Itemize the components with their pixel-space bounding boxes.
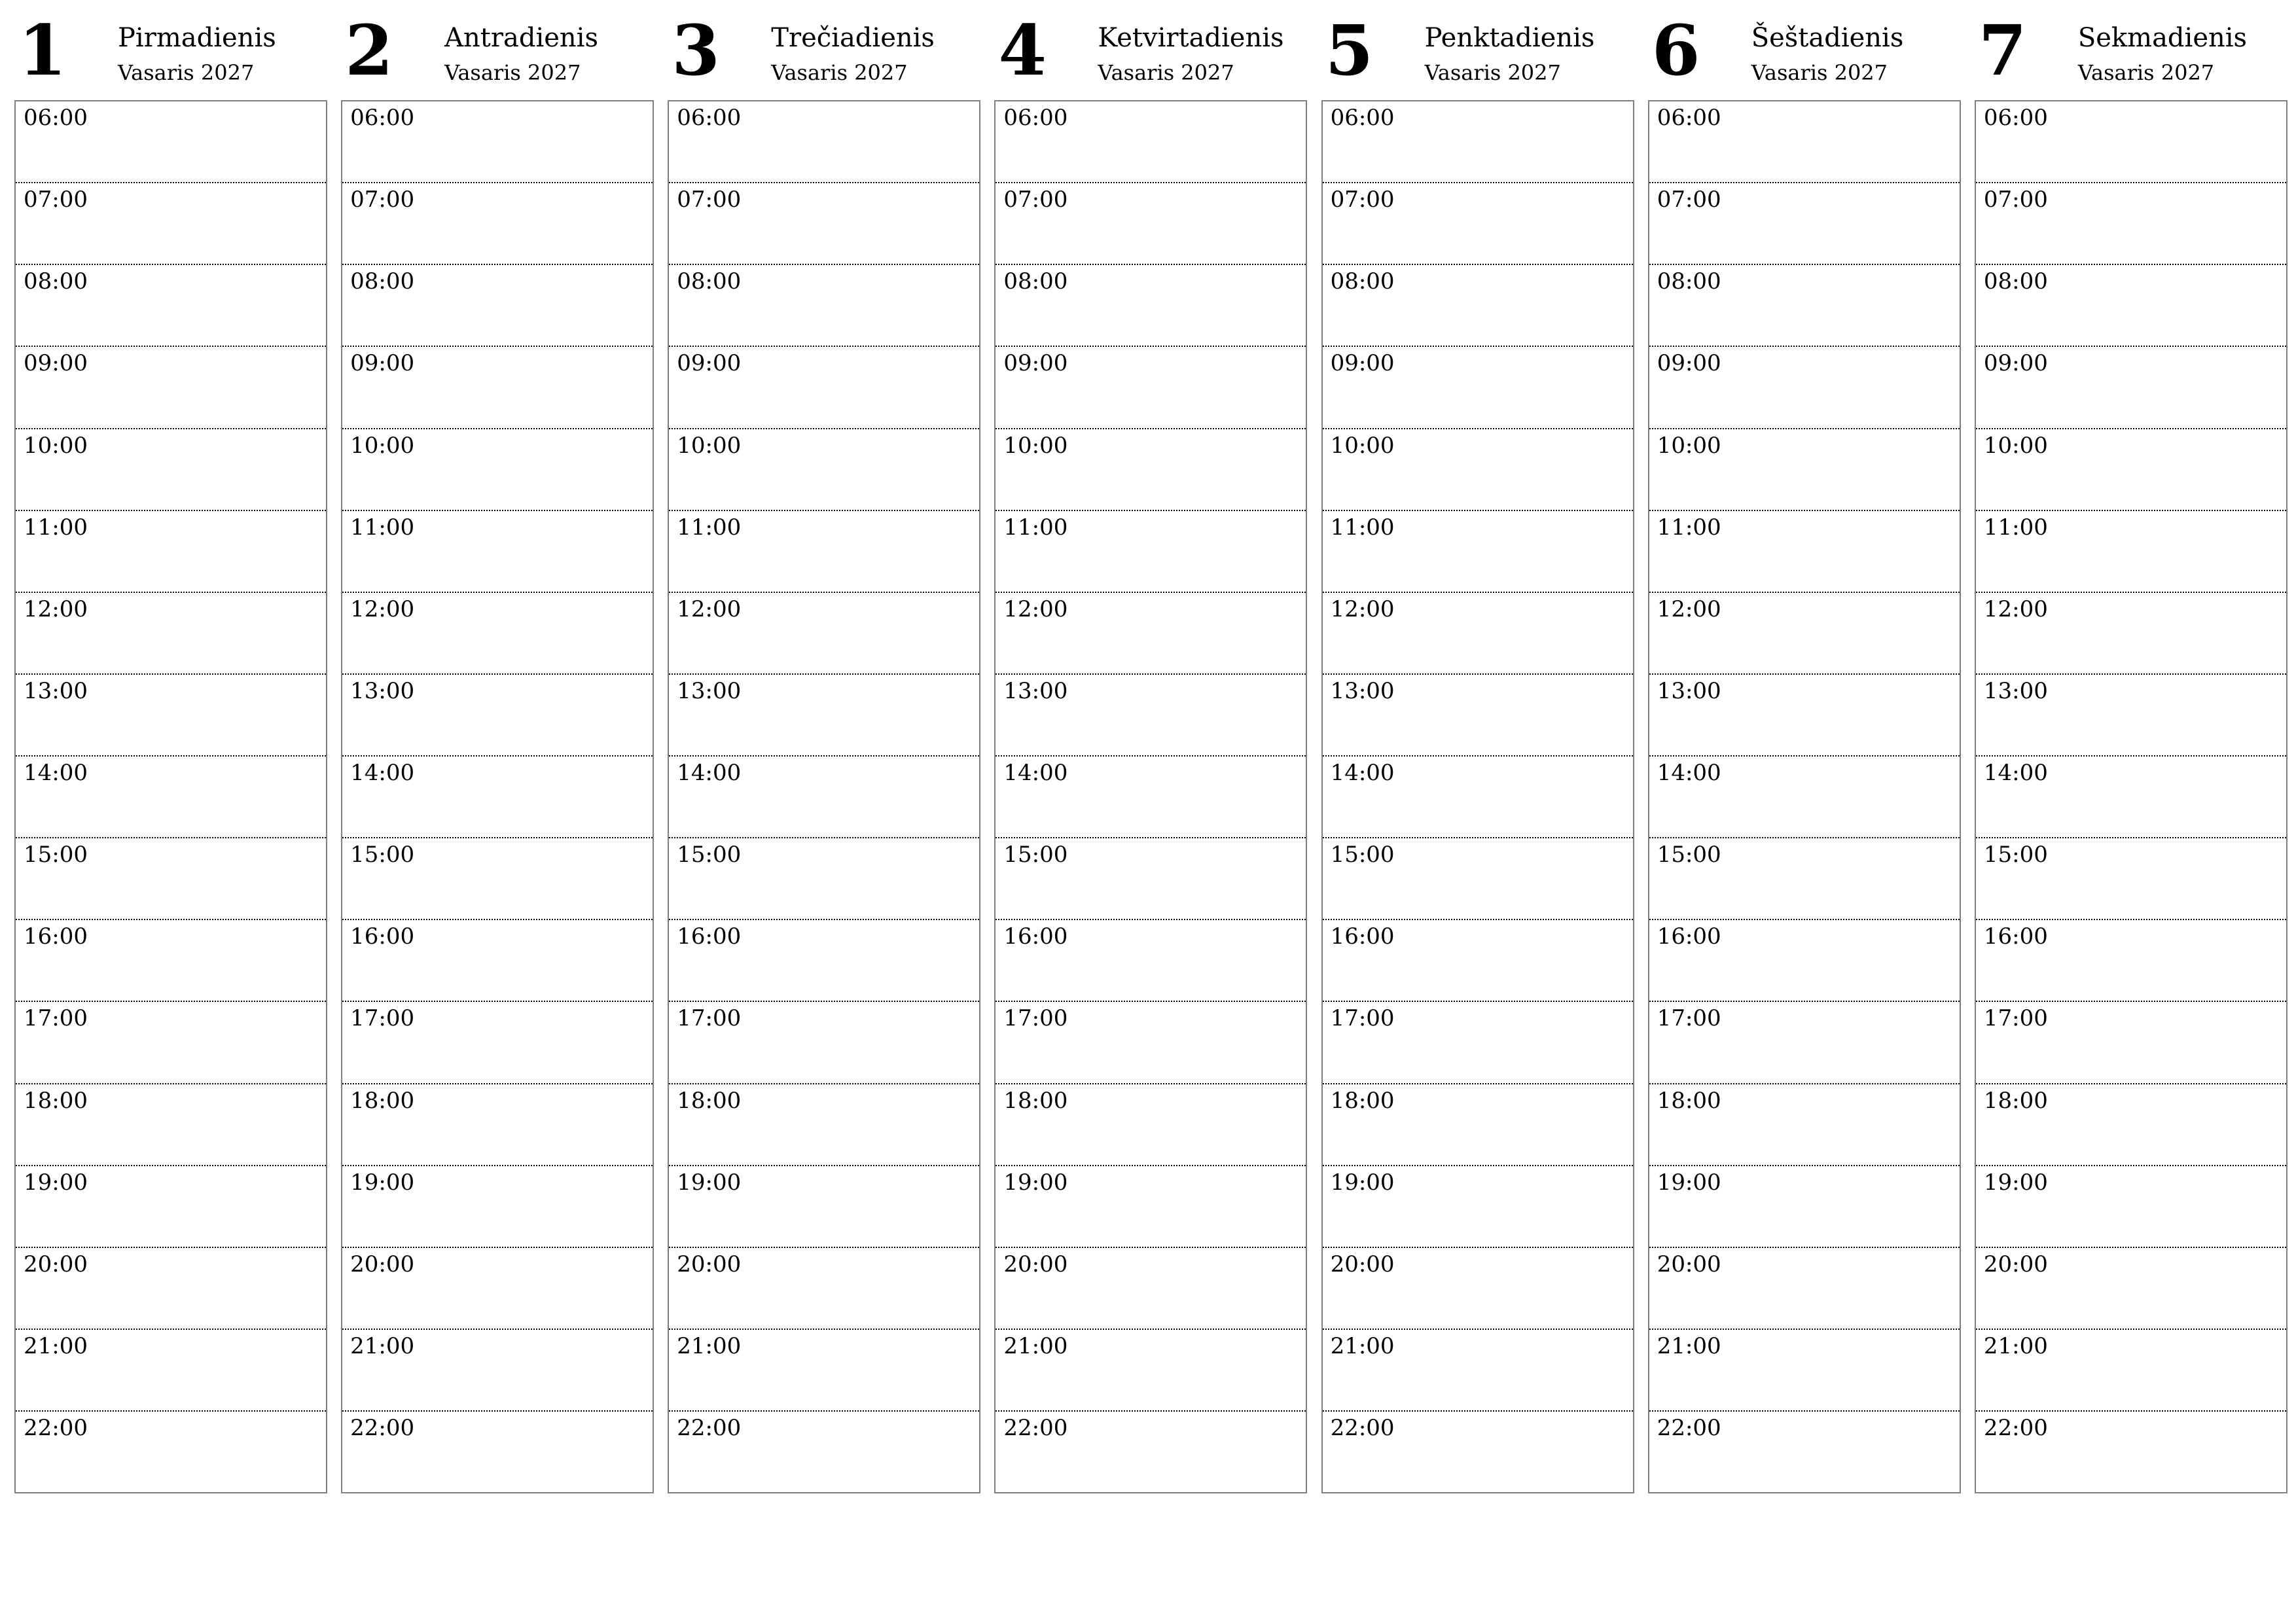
time-slot[interactable] <box>16 673 326 755</box>
time-label: 22:00 <box>1003 1415 1068 1441</box>
time-label: 13:00 <box>24 677 88 704</box>
time-label: 13:00 <box>1983 677 2048 704</box>
time-slot[interactable] <box>1649 1329 1960 1410</box>
time-label: 07:00 <box>1003 187 1068 213</box>
time-slot[interactable] <box>669 1083 979 1165</box>
time-label: 20:00 <box>1003 1251 1068 1277</box>
day-header <box>341 0 653 98</box>
time-label: 10:00 <box>24 432 88 459</box>
time-slot[interactable] <box>1976 510 2286 592</box>
time-slot[interactable] <box>16 1165 326 1247</box>
time-label: 06:00 <box>1330 105 1395 131</box>
time-label: 09:00 <box>350 350 415 377</box>
time-label: 09:00 <box>1003 350 1068 377</box>
time-slot[interactable] <box>1649 264 1960 346</box>
time-label: 16:00 <box>24 923 88 950</box>
time-slot[interactable] <box>16 182 326 264</box>
time-label: 14:00 <box>24 760 88 786</box>
time-slot[interactable] <box>16 755 326 837</box>
time-label: 10:00 <box>1330 432 1395 459</box>
time-label: 18:00 <box>677 1087 742 1114</box>
time-slot[interactable] <box>1323 1083 1633 1165</box>
time-label: 21:00 <box>1983 1332 2048 1359</box>
time-slot[interactable] <box>1323 755 1633 837</box>
time-label: 14:00 <box>677 760 742 786</box>
time-slot[interactable] <box>1649 755 1960 837</box>
time-label: 13:00 <box>350 677 415 704</box>
time-slot[interactable] <box>996 101 1306 182</box>
time-slot[interactable] <box>16 346 326 427</box>
time-label: 19:00 <box>350 1169 415 1196</box>
time-slot[interactable] <box>16 1329 326 1410</box>
time-label: 20:00 <box>1657 1251 1721 1277</box>
day-month: Vasaris 2027 <box>1098 60 1234 85</box>
time-slot[interactable] <box>996 592 1306 673</box>
time-slot[interactable] <box>996 1001 1306 1082</box>
time-slot[interactable] <box>669 510 979 592</box>
time-slot[interactable] <box>16 510 326 592</box>
time-slot[interactable] <box>1649 1083 1960 1165</box>
day-number: 6 <box>1651 9 1700 91</box>
time-label: 10:00 <box>1983 432 2048 459</box>
time-label: 07:00 <box>677 187 742 213</box>
time-label: 07:00 <box>1330 187 1395 213</box>
time-slot[interactable] <box>1323 264 1633 346</box>
time-label: 17:00 <box>677 1005 742 1032</box>
time-slot[interactable] <box>1323 1410 1633 1492</box>
time-slot[interactable] <box>996 510 1306 592</box>
time-slot[interactable] <box>669 346 979 427</box>
time-slot[interactable] <box>342 1329 653 1410</box>
time-label: 09:00 <box>24 350 88 377</box>
time-slot[interactable] <box>1976 264 2286 346</box>
time-slot[interactable] <box>996 264 1306 346</box>
time-label: 19:00 <box>24 1169 88 1196</box>
time-label: 22:00 <box>1983 1415 2048 1441</box>
time-slot[interactable] <box>996 182 1306 264</box>
day-month: Vasaris 2027 <box>2077 60 2215 85</box>
time-slot[interactable] <box>342 1001 653 1082</box>
day-name: Pirmadienis <box>118 23 276 53</box>
time-slot[interactable] <box>996 346 1306 427</box>
time-slot[interactable] <box>1976 346 2286 427</box>
time-label: 08:00 <box>1983 268 2048 295</box>
time-label: 09:00 <box>1983 350 2048 377</box>
time-label: 10:00 <box>677 432 742 459</box>
time-label: 06:00 <box>1657 105 1721 131</box>
day-name: Antradienis <box>444 23 598 53</box>
time-slot-grid <box>341 100 654 1493</box>
time-slot-grid <box>994 100 1307 1493</box>
time-label: 22:00 <box>24 1415 88 1441</box>
time-label: 09:00 <box>677 350 742 377</box>
time-label: 15:00 <box>1330 842 1395 868</box>
time-label: 07:00 <box>350 187 415 213</box>
time-label: 17:00 <box>24 1005 88 1032</box>
time-slot[interactable] <box>16 1247 326 1329</box>
time-label: 10:00 <box>1657 432 1721 459</box>
time-slot[interactable] <box>16 1083 326 1165</box>
day-header <box>994 0 1306 98</box>
time-slot[interactable] <box>1976 428 2286 510</box>
time-slot[interactable] <box>1649 1410 1960 1492</box>
time-slot[interactable] <box>1976 1083 2286 1165</box>
time-slot[interactable] <box>669 1001 979 1082</box>
time-label: 16:00 <box>677 923 742 950</box>
time-slot[interactable] <box>669 673 979 755</box>
time-slot-grid <box>1321 100 1634 1493</box>
day-name: Penktadienis <box>1424 23 1595 53</box>
time-label: 08:00 <box>1330 268 1395 295</box>
time-slot[interactable] <box>996 1410 1306 1492</box>
time-label: 08:00 <box>350 268 415 295</box>
time-slot[interactable] <box>669 1247 979 1329</box>
time-label: 11:00 <box>1330 514 1395 541</box>
time-label: 11:00 <box>1003 514 1068 541</box>
time-slot[interactable] <box>16 101 326 182</box>
time-label: 21:00 <box>24 1332 88 1359</box>
time-slot[interactable] <box>342 673 653 755</box>
time-label: 18:00 <box>24 1087 88 1114</box>
time-label: 19:00 <box>1657 1169 1721 1196</box>
time-label: 16:00 <box>1003 923 1068 950</box>
time-label: 11:00 <box>24 514 88 541</box>
weekly-planner <box>14 0 2287 1505</box>
time-slot[interactable] <box>669 1410 979 1492</box>
day-name: Ketvirtadienis <box>1098 23 1284 53</box>
time-slot[interactable] <box>342 837 653 919</box>
time-label: 06:00 <box>1983 105 2048 131</box>
time-label: 08:00 <box>1003 268 1068 295</box>
time-label: 22:00 <box>1330 1415 1395 1441</box>
time-slot[interactable] <box>16 592 326 673</box>
day-header <box>14 0 327 98</box>
day-month: Vasaris 2027 <box>444 60 581 85</box>
time-slot[interactable] <box>996 428 1306 510</box>
time-label: 14:00 <box>350 760 415 786</box>
time-slot[interactable] <box>1649 346 1960 427</box>
time-slot[interactable] <box>1649 428 1960 510</box>
time-slot[interactable] <box>996 837 1306 919</box>
time-slot[interactable] <box>669 755 979 837</box>
time-slot[interactable] <box>1976 755 2286 837</box>
day-name: Šeštadienis <box>1751 23 1904 53</box>
time-slot[interactable] <box>669 592 979 673</box>
time-slot[interactable] <box>1323 1001 1633 1082</box>
day-number: 1 <box>18 9 67 91</box>
time-slot[interactable] <box>669 264 979 346</box>
time-slot[interactable] <box>342 755 653 837</box>
day-column <box>341 0 653 1505</box>
time-label: 20:00 <box>24 1251 88 1277</box>
time-label: 15:00 <box>677 842 742 868</box>
time-label: 17:00 <box>1003 1005 1068 1032</box>
day-column <box>1321 0 1634 1505</box>
time-label: 16:00 <box>1657 923 1721 950</box>
time-slot[interactable] <box>342 510 653 592</box>
time-label: 15:00 <box>1657 842 1721 868</box>
time-label: 12:00 <box>1657 596 1721 622</box>
time-label: 15:00 <box>24 842 88 868</box>
time-label: 11:00 <box>677 514 742 541</box>
time-slot[interactable] <box>1976 182 2286 264</box>
day-number: 2 <box>345 9 393 91</box>
time-label: 15:00 <box>1983 842 2048 868</box>
time-label: 14:00 <box>1003 760 1068 786</box>
time-slot[interactable] <box>1323 592 1633 673</box>
time-label: 07:00 <box>1983 187 2048 213</box>
time-slot[interactable] <box>1323 182 1633 264</box>
time-slot[interactable] <box>669 1165 979 1247</box>
time-label: 12:00 <box>24 596 88 622</box>
time-label: 14:00 <box>1983 760 2048 786</box>
time-slot[interactable] <box>342 919 653 1001</box>
time-slot[interactable] <box>1976 673 2286 755</box>
time-label: 21:00 <box>677 1332 742 1359</box>
time-slot[interactable] <box>342 1247 653 1329</box>
time-label: 13:00 <box>1003 677 1068 704</box>
time-slot[interactable] <box>342 264 653 346</box>
time-slot[interactable] <box>1323 837 1633 919</box>
time-label: 22:00 <box>350 1415 415 1441</box>
time-label: 11:00 <box>1657 514 1721 541</box>
time-label: 20:00 <box>677 1251 742 1277</box>
time-slot[interactable] <box>669 101 979 182</box>
time-slot[interactable] <box>16 264 326 346</box>
time-label: 14:00 <box>1657 760 1721 786</box>
time-slot[interactable] <box>1976 1329 2286 1410</box>
time-label: 11:00 <box>1983 514 2048 541</box>
time-slot[interactable] <box>1976 1001 2286 1082</box>
day-name: Trečiadienis <box>771 23 935 53</box>
day-month: Vasaris 2027 <box>118 60 255 85</box>
time-slot[interactable] <box>1649 182 1960 264</box>
time-slot[interactable] <box>342 1410 653 1492</box>
time-slot[interactable] <box>1323 1329 1633 1410</box>
time-slot[interactable] <box>996 1247 1306 1329</box>
time-label: 09:00 <box>1657 350 1721 377</box>
time-slot[interactable] <box>669 428 979 510</box>
day-header <box>1321 0 1634 98</box>
time-label: 09:00 <box>1330 350 1395 377</box>
time-slot[interactable] <box>996 919 1306 1001</box>
time-slot[interactable] <box>1649 1165 1960 1247</box>
time-slot-grid <box>1648 100 1961 1493</box>
time-label: 21:00 <box>1330 1332 1395 1359</box>
time-slot[interactable] <box>342 592 653 673</box>
time-slot[interactable] <box>1323 428 1633 510</box>
time-label: 16:00 <box>1983 923 2048 950</box>
time-label: 18:00 <box>350 1087 415 1114</box>
time-label: 07:00 <box>24 187 88 213</box>
day-column <box>1648 0 1960 1505</box>
day-month: Vasaris 2027 <box>1751 60 1888 85</box>
day-column <box>994 0 1306 1505</box>
time-label: 20:00 <box>350 1251 415 1277</box>
time-label: 19:00 <box>677 1169 742 1196</box>
time-slot[interactable] <box>669 837 979 919</box>
day-number: 3 <box>672 9 721 91</box>
time-slot[interactable] <box>342 182 653 264</box>
time-slot[interactable] <box>342 346 653 427</box>
time-slot[interactable] <box>342 428 653 510</box>
time-label: 06:00 <box>350 105 415 131</box>
time-slot[interactable] <box>1649 1001 1960 1082</box>
time-label: 08:00 <box>1657 268 1721 295</box>
time-label: 17:00 <box>350 1005 415 1032</box>
time-label: 19:00 <box>1003 1169 1068 1196</box>
day-number: 7 <box>1978 9 2027 91</box>
time-label: 08:00 <box>24 268 88 295</box>
time-slot[interactable] <box>1323 101 1633 182</box>
time-slot[interactable] <box>996 1165 1306 1247</box>
time-label: 17:00 <box>1657 1005 1721 1032</box>
day-header <box>1648 0 1960 98</box>
time-slot[interactable] <box>1323 1165 1633 1247</box>
time-slot-grid <box>668 100 980 1493</box>
time-slot[interactable] <box>669 182 979 264</box>
time-label: 12:00 <box>677 596 742 622</box>
time-label: 10:00 <box>1003 432 1068 459</box>
time-label: 13:00 <box>677 677 742 704</box>
day-month: Vasaris 2027 <box>771 60 908 85</box>
time-label: 17:00 <box>1330 1005 1395 1032</box>
time-slot[interactable] <box>1649 919 1960 1001</box>
time-slot-grid <box>1975 100 2287 1493</box>
time-slot[interactable] <box>1649 837 1960 919</box>
time-label: 19:00 <box>1983 1169 2048 1196</box>
time-slot[interactable] <box>1323 510 1633 592</box>
day-column <box>1975 0 2287 1505</box>
time-slot[interactable] <box>996 673 1306 755</box>
time-slot[interactable] <box>16 1410 326 1492</box>
time-slot[interactable] <box>1976 1247 2286 1329</box>
time-slot[interactable] <box>1323 673 1633 755</box>
day-column <box>14 0 327 1505</box>
time-slot[interactable] <box>669 919 979 1001</box>
time-label: 08:00 <box>677 268 742 295</box>
time-slot[interactable] <box>1323 1247 1633 1329</box>
time-slot[interactable] <box>1649 101 1960 182</box>
time-label: 17:00 <box>1983 1005 2048 1032</box>
time-slot[interactable] <box>342 1083 653 1165</box>
time-slot[interactable] <box>16 428 326 510</box>
day-month: Vasaris 2027 <box>1424 60 1561 85</box>
time-label: 16:00 <box>350 923 415 950</box>
time-slot-grid <box>14 100 327 1493</box>
time-slot[interactable] <box>16 837 326 919</box>
time-slot[interactable] <box>1976 1410 2286 1492</box>
time-slot[interactable] <box>1649 510 1960 592</box>
time-slot[interactable] <box>1323 919 1633 1001</box>
time-slot[interactable] <box>342 101 653 182</box>
time-label: 13:00 <box>1330 677 1395 704</box>
time-label: 06:00 <box>1003 105 1068 131</box>
time-label: 06:00 <box>677 105 742 131</box>
time-label: 20:00 <box>1983 1251 2048 1277</box>
time-slot[interactable] <box>1976 1165 2286 1247</box>
time-label: 06:00 <box>24 105 88 131</box>
day-number: 4 <box>998 9 1047 91</box>
time-label: 18:00 <box>1330 1087 1395 1114</box>
time-slot[interactable] <box>996 1083 1306 1165</box>
time-label: 16:00 <box>1330 923 1395 950</box>
time-slot[interactable] <box>1976 592 2286 673</box>
time-label: 20:00 <box>1330 1251 1395 1277</box>
time-label: 15:00 <box>1003 842 1068 868</box>
time-label: 22:00 <box>1657 1415 1721 1441</box>
time-label: 12:00 <box>1983 596 2048 622</box>
time-slot[interactable] <box>1649 592 1960 673</box>
time-label: 11:00 <box>350 514 415 541</box>
time-label: 12:00 <box>350 596 415 622</box>
time-label: 18:00 <box>1657 1087 1721 1114</box>
time-label: 07:00 <box>1657 187 1721 213</box>
time-label: 14:00 <box>1330 760 1395 786</box>
time-slot[interactable] <box>16 919 326 1001</box>
time-label: 12:00 <box>1003 596 1068 622</box>
day-number: 5 <box>1325 9 1374 91</box>
day-name: Sekmadienis <box>2077 23 2248 53</box>
day-header <box>1975 0 2287 98</box>
time-slot[interactable] <box>16 1001 326 1082</box>
time-slot[interactable] <box>1976 919 2286 1001</box>
time-label: 18:00 <box>1003 1087 1068 1114</box>
time-label: 19:00 <box>1330 1169 1395 1196</box>
time-label: 21:00 <box>1657 1332 1721 1359</box>
time-slot[interactable] <box>1649 1247 1960 1329</box>
time-slot[interactable] <box>1976 837 2286 919</box>
time-slot[interactable] <box>1323 346 1633 427</box>
time-label: 18:00 <box>1983 1087 2048 1114</box>
time-slot[interactable] <box>1976 101 2286 182</box>
time-label: 21:00 <box>350 1332 415 1359</box>
time-label: 21:00 <box>1003 1332 1068 1359</box>
time-label: 10:00 <box>350 432 415 459</box>
time-label: 22:00 <box>677 1415 742 1441</box>
time-label: 13:00 <box>1657 677 1721 704</box>
time-label: 15:00 <box>350 842 415 868</box>
time-slot[interactable] <box>342 1165 653 1247</box>
day-header <box>668 0 980 98</box>
time-label: 12:00 <box>1330 596 1395 622</box>
time-slot[interactable] <box>1649 673 1960 755</box>
day-column <box>668 0 980 1505</box>
time-slot[interactable] <box>996 755 1306 837</box>
time-slot[interactable] <box>669 1329 979 1410</box>
time-slot[interactable] <box>996 1329 1306 1410</box>
